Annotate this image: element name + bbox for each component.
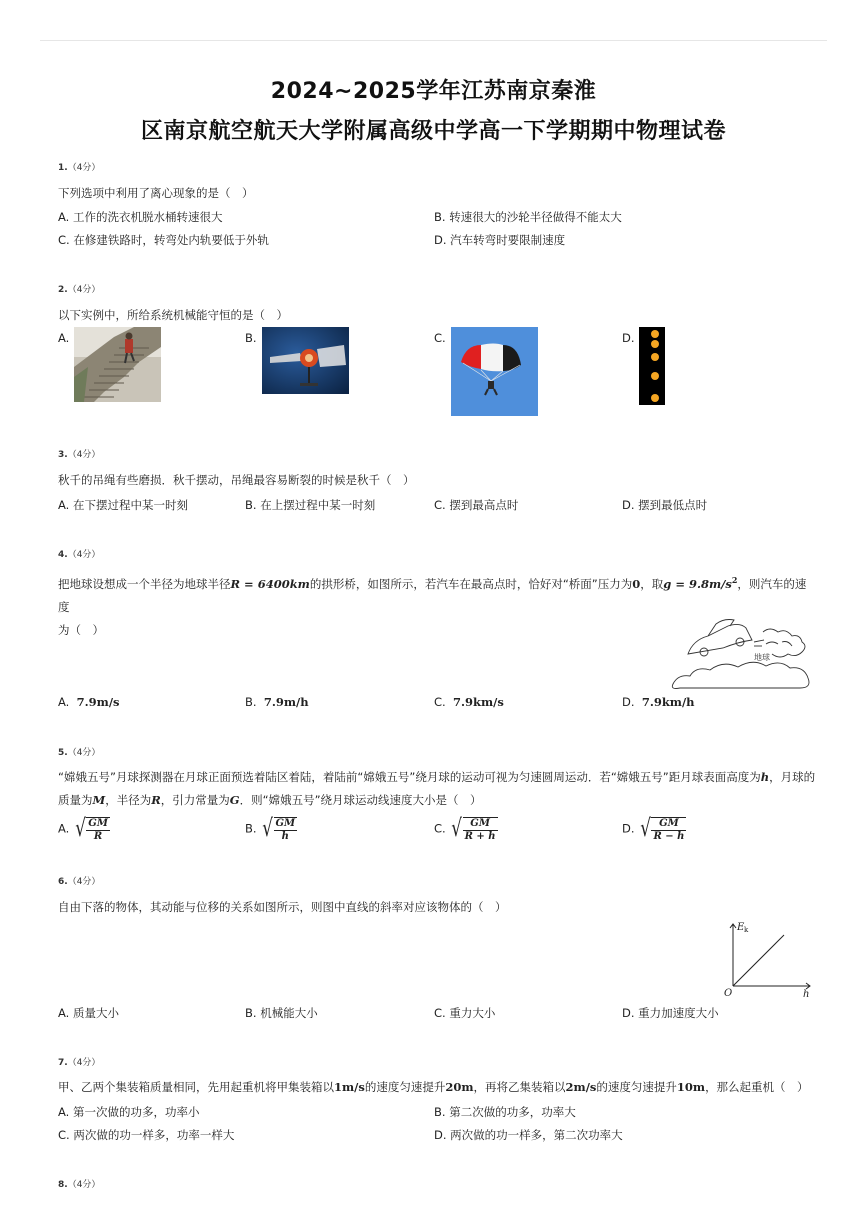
- question-8-number: 8.（4分）: [58, 1180, 101, 1190]
- question-7-number: 7.（4分）: [58, 1058, 101, 1068]
- graph-origin-label: O: [724, 988, 733, 999]
- question-2-number: 2.（4分）: [58, 285, 101, 295]
- question-7-option-b[interactable]: B. 第二次做的功多，功率大: [434, 1105, 576, 1119]
- question-2-option-c[interactable]: C.: [434, 331, 446, 345]
- bullet-apple-photo: [262, 327, 349, 394]
- question-1-stem: 下列选项中利用了离心现象的是（ ）: [58, 186, 254, 200]
- question-5-number: 5.（4分）: [58, 748, 101, 758]
- graph-y-subscript: k: [744, 926, 749, 934]
- question-5-option-b[interactable]: B. √ $\frac{GM}{h}$: [245, 814, 296, 842]
- question-6-stem: 自由下落的物体，其动能与位移的关系如图所示，则图中直线的斜率对应该物体的（ ）: [58, 900, 507, 914]
- graph-y-label: E: [737, 922, 745, 933]
- question-1-option-c[interactable]: C. 在修建铁路时，转弯处内轨要低于外轨: [58, 233, 269, 247]
- question-2-option-b[interactable]: B.: [245, 331, 257, 345]
- question-3-option-a[interactable]: A. 在下摆过程中某一时刻: [58, 498, 188, 512]
- question-2-option-d[interactable]: D.: [622, 331, 635, 345]
- question-2-option-a[interactable]: A.: [58, 331, 70, 345]
- question-7-option-d[interactable]: D. 两次做的功一样多，第二次功率大: [434, 1128, 623, 1142]
- question-4-number: 4.（4分）: [58, 550, 101, 560]
- question-7-option-c[interactable]: C. 两次做的功一样多，功率一样大: [58, 1128, 235, 1142]
- exam-title-line1: 2024~2025学年江苏南京秦淮: [270, 79, 597, 104]
- parachute-photo: [451, 327, 538, 416]
- question-2-stem: 以下实例中，所给系统机械能守恒的是（ ）: [58, 308, 288, 322]
- exam-title-line2: 区南京航空航天大学附属高级中学高一下学期期中物理试卷: [140, 119, 726, 144]
- question-4-option-c[interactable]: C. 7.9km/s: [434, 695, 504, 709]
- question-6-option-c[interactable]: C. 重力大小: [434, 1006, 496, 1020]
- header-divider: [40, 40, 827, 41]
- question-5-option-a[interactable]: A. √ $\frac{GM}{R}$: [58, 814, 108, 842]
- question-4-option-b[interactable]: B. 7.9m/h: [245, 695, 309, 709]
- ek-vs-h-graph: [718, 918, 814, 1000]
- question-5-stem: “嫦娥五号”月球探测器在月球正面预选着陆区着陆，着陆前“嫦娥五号”绕月球的运动可视为匀速圆周运动．若“嫦娥五号”距月球表面高度为h，月球的质量为M，半径为R，引力常量为G．则“嫦娥五号”绕月球运动线速度大小是（ ）: [58, 770, 816, 807]
- question-7-stem: 甲、乙两个集装箱质量相同，先用起重机将甲集装箱以1m/s的速度匀速提升20m，再将乙集装箱以2m/s的速度匀速提升10m，那么起重机（ ）: [58, 1080, 809, 1094]
- question-3-option-d[interactable]: D. 摆到最低点时: [622, 498, 708, 512]
- graph-x-label: h: [803, 989, 810, 1000]
- question-5-option-c[interactable]: C. √ $\frac{GM}{R + h}$: [434, 814, 496, 842]
- car-on-earth-bridge-figure: [668, 612, 813, 692]
- question-3-option-b[interactable]: B. 在上摆过程中某一时刻: [245, 498, 376, 512]
- question-4-option-a[interactable]: A. 7.9m/s: [58, 695, 120, 709]
- question-6-option-b[interactable]: B. 机械能大小: [245, 1006, 318, 1020]
- question-4-stem: 把地球设想成一个半径为地球半径R = 6400km的拱形桥，如图所示，若汽车在最高点时，恰好对“桥面”压力为0，取$g = 9.8m/s^2$，则汽车的速度 为（ ）: [58, 575, 807, 637]
- stairs-climber-photo: [74, 327, 161, 402]
- question-3-option-c[interactable]: C. 摆到最高点时: [434, 498, 519, 512]
- question-3-number: 3.（4分）: [58, 450, 101, 460]
- earth-label: 地球: [754, 653, 770, 662]
- question-7-option-a[interactable]: A. 第一次做的功多，功率小: [58, 1105, 200, 1119]
- question-6-number: 6.（4分）: [58, 877, 101, 887]
- question-6-option-a[interactable]: A. 质量大小: [58, 1006, 119, 1020]
- question-6-option-d[interactable]: D. 重力加速度大小: [622, 1006, 719, 1020]
- question-4-option-d[interactable]: D. 7.9km/h: [622, 695, 695, 709]
- question-1-option-d[interactable]: D. 汽车转弯时要限制速度: [434, 233, 566, 247]
- falling-balls-photo: [639, 327, 665, 405]
- question-1-option-b[interactable]: B. 转速很大的沙轮半径做得不能太大: [434, 210, 622, 224]
- question-3-stem: 秋千的吊绳有些磨损．秋千摆动，吊绳最容易断裂的时候是秋千（ ）: [58, 473, 415, 487]
- question-1-number: 1.（4分）: [58, 163, 101, 173]
- question-1-option-a[interactable]: A. 工作的洗衣机脱水桶转速很大: [58, 210, 223, 224]
- question-5-option-d[interactable]: D. √ $\frac{GM}{R - h}$: [622, 814, 685, 842]
